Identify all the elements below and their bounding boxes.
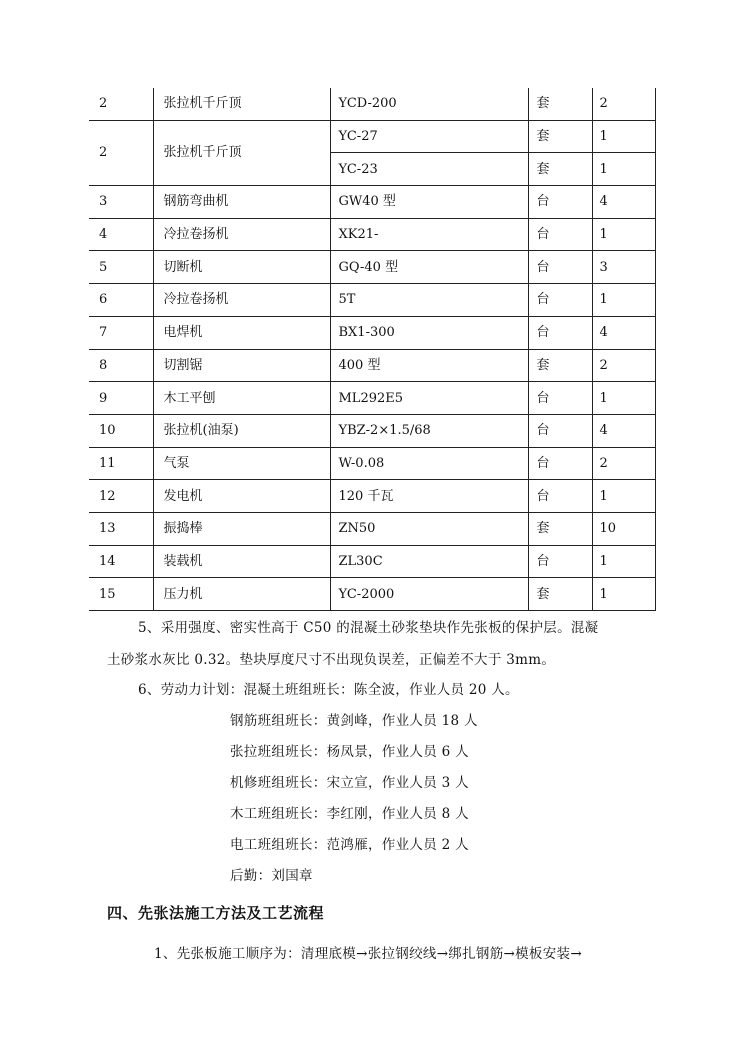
cell-unit: 台: [528, 447, 592, 480]
cell-no: 14: [89, 545, 153, 578]
equipment-table: [89, 88, 656, 611]
cell-unit: 台: [528, 284, 592, 317]
cell-no: 2: [89, 88, 153, 120]
cell-name: 冷拉卷扬机: [153, 284, 330, 317]
cell-no: 3: [89, 186, 153, 219]
step-1: 1、先张板施工顺序为：清理底模→张拉钢绞线→绑扎钢筋→模板安装→: [154, 946, 582, 962]
table-row: [89, 284, 655, 317]
cell-unit: 套: [528, 578, 592, 611]
cell-no: 9: [89, 382, 153, 415]
cell-name: 冷拉卷扬机: [153, 218, 330, 251]
cell-unit: 台: [528, 316, 592, 349]
labor-line: 木工班组班长：李红刚，作业人员 8 人: [230, 806, 469, 822]
table-row: [89, 120, 655, 153]
cell-model: GQ-40 型: [330, 251, 528, 284]
cell-no: 10: [89, 414, 153, 447]
cell-unit: 套: [528, 512, 592, 545]
cell-no: 5: [89, 251, 153, 284]
cell-qty: 4: [592, 414, 655, 447]
table-row: [89, 316, 655, 349]
cell-no: 12: [89, 480, 153, 513]
cell-model: GW40 型: [330, 186, 528, 219]
table-row: [89, 512, 655, 545]
cell-name: 张拉机千斤顶: [153, 88, 330, 120]
cell-qty: 4: [592, 186, 655, 219]
cell-model: ZL30C: [330, 545, 528, 578]
cell-model: 120 千瓦: [330, 480, 528, 513]
cell-model: W-0.08: [330, 447, 528, 480]
cell-qty: 1: [592, 120, 655, 153]
cell-name: 木工平刨: [153, 382, 330, 415]
table-row: [89, 545, 655, 578]
table-row: [89, 251, 655, 284]
labor-line: 钢筋班组班长：黄剑峰，作业人员 18 人: [230, 713, 478, 729]
cell-unit: 套: [528, 153, 592, 186]
labor-line: 张拉班组班长：杨凤景，作业人员 6 人: [230, 744, 469, 760]
cell-unit: 台: [528, 186, 592, 219]
cell-qty: 1: [592, 284, 655, 317]
table-row: [89, 186, 655, 219]
table-row: [89, 578, 655, 611]
table-row: [89, 88, 655, 120]
cell-no: 7: [89, 316, 153, 349]
cell-name: 振捣棒: [153, 512, 330, 545]
cell-no: 6: [89, 284, 153, 317]
cell-qty: 1: [592, 382, 655, 415]
cell-qty: 2: [592, 349, 655, 382]
cell-qty: 2: [592, 88, 655, 120]
table-row: [89, 218, 655, 251]
cell-name: 钢筋弯曲机: [153, 186, 330, 219]
cell-unit: 台: [528, 545, 592, 578]
paragraph-5-line-1: 5、采用强度、密实性高于 C50 的混凝土砂浆垫块作先张板的保护层。混凝: [138, 620, 599, 636]
cell-name: 切割锯: [153, 349, 330, 382]
cell-name: 电焊机: [153, 316, 330, 349]
cell-name: 压力机: [153, 578, 330, 611]
cell-model: YBZ-2×1.5/68: [330, 414, 528, 447]
table-row: [89, 349, 655, 382]
cell-qty: 1: [592, 545, 655, 578]
cell-qty: 1: [592, 578, 655, 611]
cell-qty: 1: [592, 218, 655, 251]
cell-model: YC-23: [330, 153, 528, 186]
paragraph-6: 6、劳动力计划：混凝土班组班长：陈全波，作业人员 20 人。: [138, 682, 519, 698]
cell-model: XK21-: [330, 218, 528, 251]
cell-qty: 1: [592, 153, 655, 186]
cell-model: YCD-200: [330, 88, 528, 120]
cell-qty: 4: [592, 316, 655, 349]
labor-line: 后勤：刘国章: [230, 868, 313, 884]
cell-model: YC-2000: [330, 578, 528, 611]
cell-name: 张拉机(油泵): [153, 414, 330, 447]
cell-qty: 1: [592, 480, 655, 513]
cell-unit: 套: [528, 349, 592, 382]
cell-model: 400 型: [330, 349, 528, 382]
cell-qty: 2: [592, 447, 655, 480]
cell-name: 张拉机千斤顶: [153, 120, 330, 185]
cell-unit: 台: [528, 480, 592, 513]
cell-unit: 台: [528, 218, 592, 251]
cell-unit: 套: [528, 88, 592, 120]
cell-model: BX1-300: [330, 316, 528, 349]
cell-model: 5T: [330, 284, 528, 317]
cell-unit: 台: [528, 382, 592, 415]
cell-unit: 套: [528, 120, 592, 153]
cell-no: 15: [89, 578, 153, 611]
table-row: [89, 480, 655, 513]
cell-unit: 台: [528, 251, 592, 284]
cell-no: 13: [89, 512, 153, 545]
cell-qty: 3: [592, 251, 655, 284]
cell-no: 8: [89, 349, 153, 382]
labor-line: 电工班组班长：范鸿雁，作业人员 2 人: [230, 837, 469, 853]
cell-name: 切断机: [153, 251, 330, 284]
cell-model: YC-27: [330, 120, 528, 153]
cell-name: 发电机: [153, 480, 330, 513]
cell-name: 气泵: [153, 447, 330, 480]
paragraph-5-line-2: 土砂浆水灰比 0.32。垫块厚度尺寸不出现负误差，正偏差不大于 3mm。: [107, 652, 556, 668]
cell-no: 11: [89, 447, 153, 480]
cell-model: ML292E5: [330, 382, 528, 415]
section-heading: 四、先张法施工方法及工艺流程: [107, 904, 325, 922]
table-row: [89, 414, 655, 447]
table-row: [89, 447, 655, 480]
cell-unit: 台: [528, 414, 592, 447]
cell-name: 装载机: [153, 545, 330, 578]
cell-qty: 10: [592, 512, 655, 545]
cell-model: ZN50: [330, 512, 528, 545]
cell-no: 4: [89, 218, 153, 251]
table-row: [89, 382, 655, 415]
labor-line: 机修班组班长：宋立宣，作业人员 3 人: [230, 775, 469, 791]
cell-no: 2: [89, 120, 153, 185]
